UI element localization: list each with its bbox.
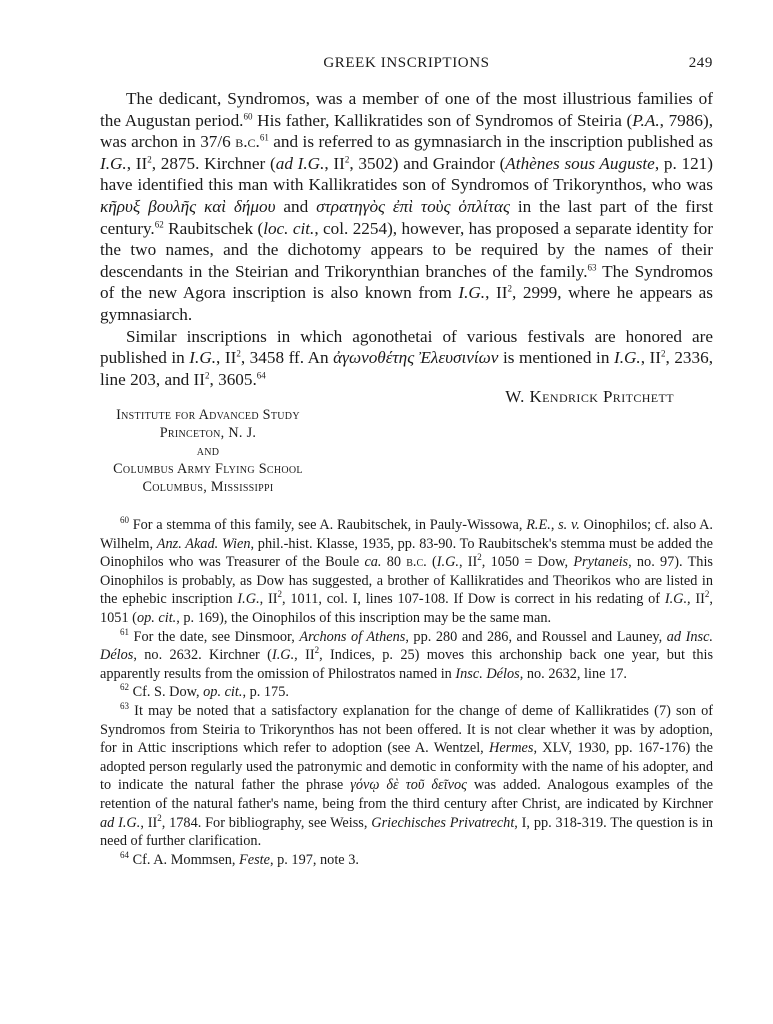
citation-italic: I.G. xyxy=(271,647,295,664)
affiliation-line: Columbus, Mississippi xyxy=(142,479,274,495)
footnote-number: 63 xyxy=(120,701,129,712)
citation-italic: Hermes xyxy=(489,740,534,757)
citation-italic: Athènes sous Auguste xyxy=(505,153,655,173)
text-run: , Indices, p. 25) moves this archonship back one year, but this apparently results from the omission of Philostratos named in xyxy=(100,647,714,682)
citation-italic: ad Insc. Délos xyxy=(100,628,713,664)
text-run: , no. 2632. Kirchner ( xyxy=(133,647,272,664)
greek-phrase: κῆρυξ βουλῆς καὶ δήμου xyxy=(100,196,276,216)
citation-italic: s. v. xyxy=(558,517,580,533)
footnote-number: 60 xyxy=(120,515,129,526)
citation-italic: Insc. Délos xyxy=(455,665,520,682)
text-run: Oinophilos; cf. also A. Wilhelm, xyxy=(100,517,714,552)
author-affiliation xyxy=(88,406,328,496)
text-run: , 3605. xyxy=(209,369,257,389)
affiliation-line: Institute for Advanced Study xyxy=(116,407,300,423)
era-abbrev: b.c. xyxy=(406,554,427,571)
text-run: 80 xyxy=(381,554,407,571)
citation-italic: op. cit. xyxy=(136,609,177,626)
text-run: , XLV, 1930, pp. 167-176) the adopted person regularly used the patronymic and demotic in conformity with the name of his adopter, and to indicate the natural father the phrase xyxy=(100,740,713,794)
citation-italic: Prytaneis xyxy=(573,554,629,571)
body-text xyxy=(100,88,713,390)
text-run: , II xyxy=(640,348,661,368)
citation-italic: P.A. xyxy=(632,110,660,130)
superscript: 2 xyxy=(236,348,241,359)
citation-italic: I.G. xyxy=(237,591,260,608)
body-paragraph xyxy=(100,326,713,391)
citation-italic: ca. xyxy=(364,554,382,571)
footnote-ref: 63 xyxy=(587,262,597,273)
footnote-64 xyxy=(100,851,713,870)
text-run: , II xyxy=(140,814,158,831)
citation-italic: I.G. xyxy=(189,348,217,368)
text-run: , II xyxy=(324,153,345,173)
text-run: , 1011, col. I, lines 107-108. If Dow is correct in his redating of xyxy=(282,591,665,608)
superscript: 2 xyxy=(477,552,482,563)
text-run: , p. 197, note 3. xyxy=(269,851,359,868)
text-run: , I, pp. 318-319. The question is in need of further clarification. xyxy=(100,814,714,850)
citation-italic: Feste xyxy=(239,851,270,868)
citation-italic: Anz. Akad. Wien xyxy=(156,535,251,552)
greek-phrase: ἀγωνοθέτης Ἐλευσινίων xyxy=(333,348,499,368)
text-run: , 1784. For bibliography, see Weiss, xyxy=(161,814,372,831)
text-run: ( xyxy=(426,554,437,571)
text-run: , II xyxy=(126,153,148,173)
text-run: Similar inscriptions in which agonothetai of various festivals are honored are published in xyxy=(100,326,713,368)
footnote-63 xyxy=(100,702,713,851)
affiliation-line: and xyxy=(196,443,220,459)
citation-italic: I.G. xyxy=(664,591,688,608)
footnotes xyxy=(100,516,713,869)
era-abbrev: b.c. xyxy=(235,132,260,152)
citation-italic: I.G. xyxy=(436,554,459,571)
text-run: is mentioned in xyxy=(498,348,614,368)
text-run: in the last part of the first century. xyxy=(100,196,713,238)
footnote-number: 62 xyxy=(120,682,129,693)
superscript: 2 xyxy=(314,645,320,656)
superscript: 2 xyxy=(507,283,512,294)
superscript: 2 xyxy=(157,812,162,823)
superscript: 2 xyxy=(704,589,710,600)
text-run: It may be noted that a satisfactory explanation for the change of deme of Kallikratides (7) son of Syndromos from Steiria to Trikorynthos has not been offered. It is not clear whether it was by adoption, for in Attic inscriptions which refer to adoption (see A. Wentzel, xyxy=(100,702,713,757)
text-run: , p. 175. xyxy=(242,684,289,701)
author-signature: W. Kendrick Pritchett xyxy=(505,387,674,406)
affiliation-line: Columbus Army Flying School xyxy=(113,461,303,477)
text-run: , II xyxy=(687,591,705,608)
text-run: , II xyxy=(216,348,237,368)
text-run: , xyxy=(550,517,559,533)
superscript: 2 xyxy=(205,369,210,380)
text-run: The Syndromos of the new Agora inscription is also known from xyxy=(100,261,713,303)
text-run: For the date, see Dinsmoor, xyxy=(129,628,300,645)
citation-italic: I.G. xyxy=(100,153,127,173)
text-run: , 1051 ( xyxy=(100,591,713,626)
footnote-61 xyxy=(100,628,713,684)
text-run: , 2875. Kirchner ( xyxy=(151,153,276,173)
text-run: , no. 2632, line 17. xyxy=(519,665,627,682)
text-run: and xyxy=(275,196,317,216)
citation-italic: I.G. xyxy=(613,348,641,368)
text-run: , pp. 280 and 286, and Roussel and Launey, xyxy=(405,628,667,645)
text-run: The dedicant, Syndromos, was a member of one of the most illustrious families of the Augustan period. xyxy=(100,89,713,130)
running-title: GREEK INSCRIPTIONS xyxy=(323,55,490,71)
text-run: Cf. S. Dow, xyxy=(129,684,204,701)
body-paragraph xyxy=(100,88,713,326)
footnote-62 xyxy=(100,683,713,702)
footnote-60 xyxy=(100,516,713,628)
text-run: and is referred to as gymnasiarch in the inscription published as xyxy=(268,132,714,152)
text-run: , 7986), was archon in 37/6 xyxy=(100,110,713,152)
text-run: , no. 97). This Oinophilos is probably, as Dow has suggested, a brother of Kallikratides and Theorikos who are listed in the ephebic inscription xyxy=(100,554,713,608)
citation-italic: ad I.G. xyxy=(100,814,141,831)
superscript: 2 xyxy=(344,154,350,165)
text-run: , 3458 ff. An xyxy=(240,348,334,368)
superscript: 2 xyxy=(661,348,666,359)
footnote-ref: 61 xyxy=(259,132,269,143)
text-run: Cf. A. Mommsen, xyxy=(129,851,240,868)
text-run: , p. 169), the Oinophilos of this inscription may be the same man. xyxy=(176,609,552,626)
citation-italic: op. cit. xyxy=(203,684,243,701)
affiliation-line: Princeton, N. J. xyxy=(159,425,257,441)
text-run: was added. Analogous examples of the retention of the natural father's name, being from the third century after Christ, are indicated by Kirchner xyxy=(100,777,713,812)
footnote-ref: 64 xyxy=(256,369,266,380)
citation-italic: loc. cit. xyxy=(263,218,315,238)
text-run: , 2336, line 203, and II xyxy=(100,348,714,389)
citation-italic: Archons of Athens xyxy=(299,628,406,645)
text-run: , II xyxy=(259,591,278,608)
text-run: , 2999, where he appears as gymnasiarch. xyxy=(100,283,713,324)
footnote-ref: 60 xyxy=(243,110,253,121)
text-run: , II xyxy=(458,554,478,571)
footnote-ref: 62 xyxy=(154,218,164,229)
greek-phrase: γόνῳ δὲ τοῦ δεῖνος xyxy=(350,777,467,794)
citation-italic: ad I.G. xyxy=(275,153,325,173)
footnote-number: 64 xyxy=(120,849,129,860)
text-run: For a stemma of this family, see A. Raubitschek, in Pauly-Wissowa, xyxy=(129,517,527,533)
citation-italic: I.G. xyxy=(458,283,486,303)
text-run: , 3502) and Graindor ( xyxy=(349,153,506,173)
text-run: , 1050 = Dow, xyxy=(481,554,574,571)
text-run: , p. 121) have identified this man with Kallikratides son of Syndromos of Trikorynthos, who was xyxy=(100,153,713,195)
text-run: , phil.-hist. Klasse, 1935, pp. 83-90. To Raubitschek's stemma must be added the Oinophilos who was Treasurer of the Boule xyxy=(100,535,713,571)
text-run: , II xyxy=(294,647,315,664)
citation-italic: R.E. xyxy=(526,517,551,533)
superscript: 2 xyxy=(277,589,283,600)
text-run: , col. 2254), however, has proposed a separate identity for the two names, and the dichotomy appears to be required by the names of their descendants in the Steirian and Trikorynthian branches of the family. xyxy=(100,218,713,281)
page-number: 249 xyxy=(688,55,713,71)
text-run: Raubitschek ( xyxy=(163,218,264,238)
superscript: 2 xyxy=(147,154,152,165)
greek-phrase: στρατηγὸς ἐπὶ τοὺς ὁπλίτας xyxy=(316,196,510,216)
footnote-number: 61 xyxy=(120,626,129,637)
text-run: , II xyxy=(485,283,508,303)
citation-italic: Griechisches Privatrecht xyxy=(371,814,515,831)
text-run: His father, Kallikratides son of Syndromos of Steiria ( xyxy=(252,110,633,130)
